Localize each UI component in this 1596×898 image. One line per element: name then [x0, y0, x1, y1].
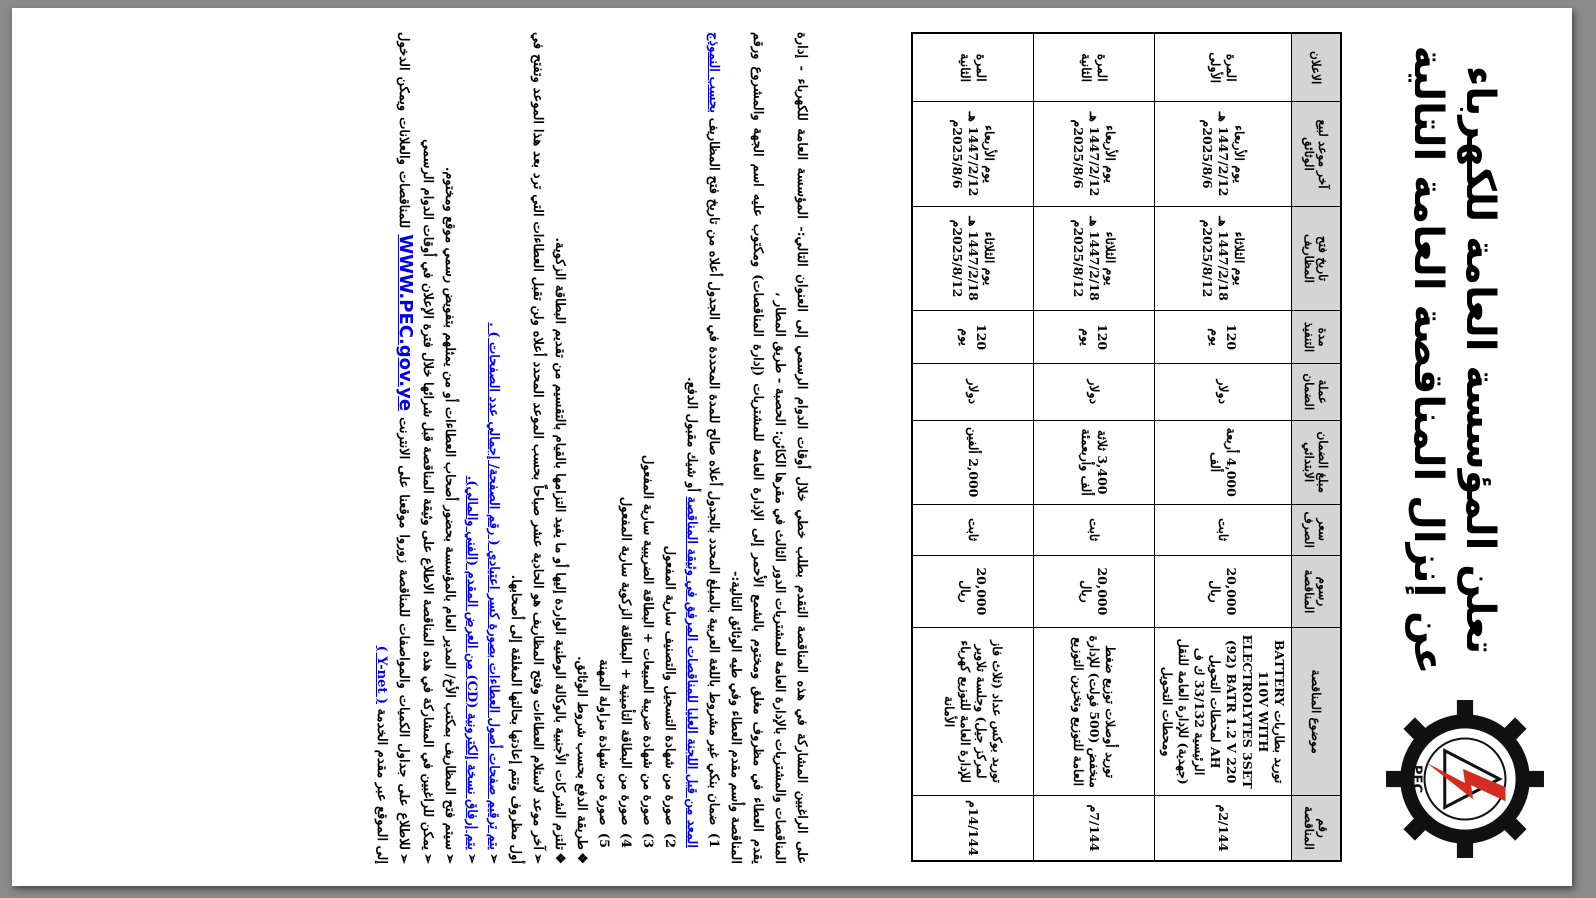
cell-guarantee: 4,000 أربعة ألف: [1155, 420, 1292, 504]
headline-line1: تعلن المؤسسة العامة للكهرباء: [1457, 65, 1503, 655]
table-row: [912, 33, 1034, 861]
cell-opening: يوم الثلاثاء 1447/2/18 هـ 2025/8/12م: [1155, 206, 1292, 311]
table-row: [1155, 33, 1292, 861]
headline-line2: عن إنزال المناقصة العامة التالية: [1405, 45, 1451, 675]
tender-table: [911, 32, 1342, 862]
online-note: للاطلاع على جداول الكميات والمواصفات للمناقصة زوروا موقعنا على الانترنت: [396, 417, 411, 850]
req5-text: صورة من شهادة مزاولة المهنة: [596, 659, 611, 826]
intro-paragraph: على الراغبين المشاركة في هذه المناقصة التقدم بطلب خطي خلال أوقات الدوام الرسمي إلى العنوان التالي:- المؤسسة العامة للكهرباء - إدارة المناقصات والمشتريات بالإدارة العامة للمشتريات الدور الثالث في مقرها الكائن: الحصبة - طريق المطار ،: [772, 32, 809, 864]
cell-rate: ثابت: [1034, 504, 1155, 555]
cell-duration: 120 يوم: [1155, 311, 1292, 364]
deadline-note: آخر موعد لاستلام العطاءات وفتح المظاريف هو الحادية عشر صباحاً بحسب الموعد المحدد أعلاه ولن تقبل العطاءات التي ترد بعد هذا الموعد وتفتح في أول مظروف وتتم إعادتها بحالتها المغلقة إلى أصحابها.: [508, 32, 545, 864]
list-item: [570, 32, 592, 864]
ynet-link[interactable]: ( Y-net ): [374, 645, 389, 705]
headline: [1402, 34, 1506, 686]
arrow-bullet-icon: ➢: [442, 853, 457, 864]
cell-currency: دولار: [1034, 363, 1155, 420]
col-duration: مدة التنفيذ: [1292, 311, 1342, 364]
cell-rate: ثابت: [1155, 504, 1292, 555]
cell-currency: دولار: [1155, 363, 1292, 420]
cell-fee: 20,000 ريال: [1034, 555, 1155, 628]
cell-subject: توريد بوكس عداد (ثلاث فاز لمركز جيل) وجلسة تلاوير للإدارة العامة للتوزيع كهرباء الأمانة: [912, 628, 1034, 796]
table-row: [1034, 33, 1155, 861]
list-item: 3) صورة من شهادة ضريبة المبيعات + البطاقة الضريبية سارية المفعول: [640, 454, 655, 848]
col-subject: موضوع المناقصة: [1292, 628, 1342, 796]
document-page: [12, 8, 1572, 886]
list-item: [438, 32, 460, 864]
cd-note: يتم إرفاق نسخة إلكترونية (CD) من العرض المقدم (الفني والمالي).: [464, 475, 479, 850]
list-item: [482, 32, 504, 864]
list-item: [370, 32, 416, 864]
list-item: 5) صورة من شهادة مزاولة المهنة: [596, 659, 611, 848]
col-fee: رسوم المناقصة: [1292, 555, 1342, 628]
col-ad: الاعلان: [1292, 33, 1342, 102]
cell-opening: يوم الثلاثاء 1447/2/18 هـ 2025/8/12م: [1034, 206, 1155, 311]
req1-text: ضمان بنكي غير مشروط باللغة العربية بالمبلغ المحدد بالجدول أعلاه صالح للمدة المحددة في الجدول أعلاه من تاريخ فتح المظاريف: [706, 117, 721, 826]
arrow-bullet-icon: ➢: [396, 853, 411, 864]
cell-number: 2/144م: [1155, 796, 1292, 861]
col-opening: تاريخ فتح المظاريف: [1292, 206, 1342, 311]
arrow-bullet-icon: ➢: [420, 853, 435, 864]
foreign-note: تلتزم الشركات الأجنبية بالوكالة الوطنية الواردة إليها أو ما يفيد التزامها بالقيام بالتقسيم من تقديم البطاقة الزكوية.: [552, 237, 567, 850]
cell-currency: دولار: [912, 363, 1034, 420]
list-item: [504, 32, 548, 864]
cell-last-sale: يوم الأربعاء 1447/2/12 هـ 2025/8/6م: [912, 102, 1034, 206]
required-documents-list: [592, 32, 724, 864]
arrow-bullet-icon: ➢: [486, 853, 501, 864]
list-item: 2) صورة من شهادة التسجيل والتصنيف سارية المفعول: [662, 545, 677, 848]
diamond-bullet-icon: ❖: [552, 852, 567, 864]
list-item: [548, 32, 570, 864]
req4-text: صورة من البطاقة التأمينية + البطاقة الزكوية سارية المفعول: [618, 496, 633, 826]
cell-guarantee: 3,400 ثلاثة ألف وأربعمئة: [1034, 420, 1155, 504]
col-last-sale: آخر موعد لبيع الوثائق: [1292, 102, 1342, 206]
tender-announcement: [12, 8, 1572, 886]
col-currency: عملة الضمان: [1292, 363, 1342, 420]
cell-ad: المرة الثانية: [912, 33, 1034, 102]
cell-fee: 20,000 ريال: [1155, 555, 1292, 628]
col-rate: سعر الصرف: [1292, 504, 1342, 555]
cell-opening: يوم الثلاثاء 1447/2/18 هـ 2025/8/12م: [912, 206, 1034, 311]
cell-duration: 120 يوم: [1034, 311, 1155, 364]
req2-text: صورة من شهادة التسجيل والتصنيف سارية المفعول: [662, 545, 677, 826]
cell-ad: المرة الأولى: [1155, 33, 1292, 102]
list-item: 4) صورة من البطاقة التأمينية + البطاقة الزكوية سارية المفعول: [618, 496, 633, 848]
guarantee-form-link[interactable]: بحسب النموذج المعد من قبل اللجنة العليا للمناقصات المرفق في وثيقة المناقصة: [684, 32, 721, 848]
cell-fee: 20,000 ريال: [912, 555, 1034, 628]
cell-ad: المرة الثانية: [1034, 33, 1155, 102]
cell-guarantee: 2,000 ألفين: [912, 420, 1034, 504]
pec-logo: [1384, 698, 1546, 860]
logo-text: PEC: [1408, 764, 1424, 794]
cell-last-sale: يوم الأربعاء 1447/2/12 هـ 2025/8/6م: [1034, 102, 1155, 206]
req3-text: صورة من شهادة ضريبة المبيعات + البطاقة الضريبية سارية المفعول: [640, 454, 655, 826]
cell-number: 7/144م: [1034, 796, 1155, 861]
submission-paragraph: يقدم العطاء في مظروف مغلق ومختوم بالشمع الأحمر إلى الإدارة العامة للمشتريات (إدارة المناقصات) ومكتوب عليه اسم الجهة والمشروع ورقم المناقصة وأسم مقدم العطاء وفي طيه الوثائق التالية:-: [728, 32, 765, 864]
cell-last-sale: يوم الأربعاء 1447/2/12 هـ 2025/8/6م: [1155, 102, 1292, 206]
list-item: [460, 32, 482, 864]
pay-note: طريقة الدفع بحسب شروط الوثائق.: [574, 656, 589, 850]
website-link[interactable]: WWW.PEC.gov.ye: [395, 234, 416, 412]
list-item: [416, 32, 438, 864]
cell-subject: توريد بطاريات BATTERY 110V WITH ELECTROLYTES 3SET (92) BATR 1.2 V 220 AH لمحطات التحويل الرئيسية 33/132 ك ف (جهدية) للإدارة العامة للنقل ومحطات التحويل: [1155, 628, 1292, 796]
arrow-bullet-icon: ➢: [530, 853, 545, 864]
cell-subject: توريد أوصلات توزيع ضغط منخفض (500 فولت) للإدارة العامة للتوزيع وتخزين التوزيع: [1034, 628, 1155, 796]
announcement-body: [370, 32, 812, 864]
opening-note: سيتم فتح المظاريف بمكتب الأخ/ المدير العام بالمؤسسة بحضور أصحاب العطاءات أو من يمثلهم بتفويض رسمي موقع ومختوم.: [442, 166, 457, 850]
req1-tail: أو شيك مقبول الدفع.: [684, 377, 699, 492]
list-item: 1) ضمان بنكي غير مشروط باللغة العربية بالمبلغ المحدد بالجدول أعلاه صالح للمدة المحددة في الجدول أعلاه من تاريخ فتح المظاريف بحسب النموذج المعد من قبل اللجنة العليا للمناقصات المرفق في وثيقة المناقصة أو شيك مقبول الدفع.: [684, 32, 721, 848]
cell-number: 14/144م: [912, 796, 1034, 861]
arrow-bullet-icon: ➢: [464, 853, 479, 864]
col-number: رقم المناقصة: [1292, 796, 1342, 861]
inspect-note: يمكن للراغبين في المشاركة في هذه المناقصة الاطلاع على وثيقة المناقصة قبل شرائها خلال فترة الإعلان في أوقات الدوام الرسمي: [420, 139, 435, 850]
page-numbering-note: يتم ترقيم صفحات أصول العطاءات بصورة كسر اعتيادي ( رقم الصفحة/ إجمالي عدد الصفحات ) .: [486, 322, 501, 850]
table-header-row: [1292, 33, 1342, 861]
col-guarantee: مبلغ الضمان الابتدائي: [1292, 420, 1342, 504]
diamond-bullet-icon: ❖: [574, 852, 589, 864]
cell-duration: 120 يوم: [912, 311, 1034, 364]
cell-rate: ثابت: [912, 504, 1034, 555]
online-note-tail: للمناقصات والعلانات ويمكن الدخول إلى الموقع عبر مقدم الخدمة: [374, 32, 411, 864]
